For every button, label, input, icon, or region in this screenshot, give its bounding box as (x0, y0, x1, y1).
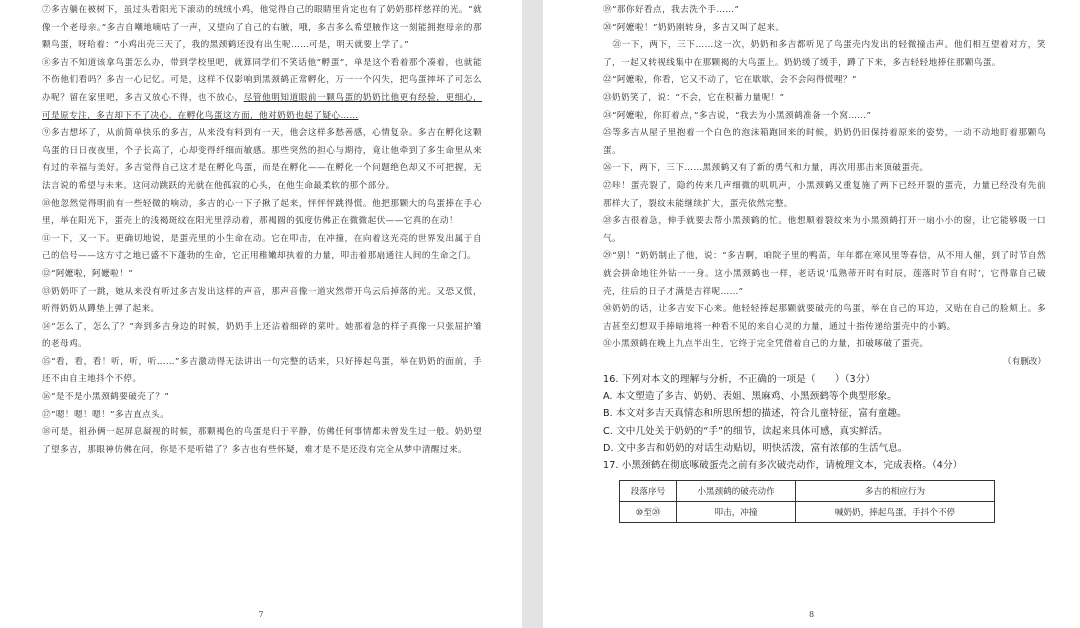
right-page-body (603, 2, 1046, 354)
table-header-action: 小黑颈鹤的破壳动作 (677, 480, 796, 501)
question-16-option-b: B. 本文对多吉天真情态和所思所想的描述，符合儿童特征，富有童趣。 (603, 408, 907, 420)
page-gap (522, 0, 543, 628)
paragraph-text: ⑨多吉想坏了，从前简单快乐的多吉，从来没有料到有一天，他会这样多愁善感，心情复杂。多吉在孵化这颗鸟蛋的日日夜夜里，个子长高了，心却变得纤细而敏感。那些突然的担心与期待，竟让他牵到了多生命里从来有过的幸福与美好。多吉觉得自己这才是在孵化鸟蛋，而是在孵化——在孵化一个问题绝色却又不可把握，无法言说的希望与未来。这问动跳跃的光就在他孤寂的心头，在他生命最柔软的那个部分。 (42, 128, 482, 191)
paragraph (42, 125, 482, 195)
table-cell-action: 叩击，冲撞 (677, 501, 796, 522)
paragraph-text: ⑯“是不是小黑颈鹤要破壳了？” (42, 392, 170, 403)
paragraph-text: ㉓奶奶笑了，说：“不会，它在积蓄力量呢！” (603, 92, 785, 103)
paragraph (603, 108, 1046, 126)
paragraph (42, 389, 482, 407)
question-16-option-c: C. 文中几处关于奶奶的“手”的细节，读起来具体可感，真实鲜活。 (603, 425, 888, 437)
paragraph (603, 336, 1046, 354)
table-row (620, 501, 995, 522)
paragraph-text: ⑳“阿嬷啦！”奶奶刚转身，多吉又叫了起来。 (603, 22, 785, 33)
page-right (543, 0, 1080, 628)
paragraph-text: ⑬奶奶吓了一跳，她从来没有听过多吉发出这样的声音，那声音像一道灾然带开鸟云后掉落的光。又恐又慌，听得奶奶从蹲垫上弹了起来。 (42, 286, 482, 315)
paragraph-text: ⑭“怎么了，怎么了？”奔到多吉身边的时候，奶奶手上还沾着细碎的菜叶。她那着急的样子真像一只张屈护雏的老母鸡。 (42, 321, 482, 350)
question-16-stem: 16. 下列对本文的理解与分析，不正确的一项是（ ）（3分） (603, 373, 876, 385)
page-number-right: 8 (808, 610, 815, 619)
paragraph-text: ㉙“别！”奶奶制止了他，说：“多吉啊，咱院子里的鸭苗，年年都在寒风里等春信，从不用人催，到了时节自然就会拼命地往外钻一一身。这小黑颈鹤也一样，老话说‘瓜熟蒂开时有时辰，莲落时节自有时’，它得靠自己破壳，往后的日子才满是吉祥呢……” (603, 251, 1046, 297)
question-17-stem: 17. 小黑颈鹤在彻底啄破蛋壳之前有多次破壳动作，请梳理文本，完成表格。（4分） (603, 460, 963, 472)
paragraph-text: ⑪一下，又一下。更确切地说，是蛋壳里的小生命在动。它在叩击，在冲撞，在向着这光亮的世界发出属于自己的信号——这方寸之地已盛不下蓬勃的生命，它正用稚嫩却执着的力量，叩击着那扇通往人间的生命之门。 (42, 233, 482, 262)
paragraph (603, 37, 1046, 72)
paragraph-text: ㉑一下，两下，三下……这一次，奶奶和多吉都听见了鸟蛋壳内发出的轻微撞击声。他们相互望着对方，笑了，一起又转视线集中在那颗褐的大鸟蛋上。奶奶缓了缓手，蹲了下来，多吉轻轻地捧住那颗鸟蛋。 (603, 40, 1046, 68)
table-cell-paragraph: ⑩至⑳ (620, 501, 677, 522)
paragraph-text: ⑱可是，祖孙俩一起屏息凝视的时候，那颗褐色的鸟蛋是归于平静，仿佛任何事情都未曾发生过一般。奶奶望了望多吉，那眼神仿佛在问，你是不是听错了？多吉也有些怀疑，难才是不是还没有完全从梦中清醒过来。 (42, 427, 482, 455)
paragraph-text: ㉗咔！蛋壳裂了，隐约传来几声细微的叽叽声，小黑颈鹤又重复施了两下已经开裂的蛋壳，力量已经没有先前那样大了，裂纹未能继续扩大，蛋壳依然完整。 (603, 180, 1046, 209)
paragraph (603, 90, 1046, 108)
answer-table (619, 480, 995, 523)
paragraph (603, 125, 1046, 160)
paragraph-text: ⑦多吉躺在被树下，虽过头看阳光下滚动的绒绒小鸡，他觉得自己的眼睛里肯定也有了奶奶那样慈祥的光。“就像一个老母亲。”多吉自嘲地嘀咕了一声，又望向了自己的右腋，哦，多吉多么希望腋作这一刻能拥抱母亲的那颗鸟蛋，呀哈着：“小鸡出壳三天了，我的黑颈鹤还没有出生呢……可是，明天就要上学了。” (42, 5, 482, 51)
paragraph (603, 20, 1046, 38)
paragraph-text: ㉚奶奶的话，让多吉安下心来。他轻轻捧起那颗就要破壳的鸟蛋，举在自己的耳边，又贴在自己的脸颊上。多吉甚至幻想双手捧暗地将一种看不见的来自心灵的力量，通过十指传递给蛋壳中的小鹤。 (603, 304, 1046, 332)
left-page-body (42, 2, 482, 459)
paragraph (603, 2, 1046, 20)
paragraph (603, 301, 1046, 336)
paragraph-text: ㉔“阿嬷啦，你盯着点，”多吉说，“我去为小黑颈鹤准备一个窝……” (603, 110, 872, 121)
table-cell-behavior: 喊奶奶，捧起鸟蛋，手抖个不停 (796, 501, 995, 522)
paragraph (603, 178, 1046, 213)
paragraph (42, 284, 482, 319)
paragraph (603, 160, 1046, 178)
paragraph-text: ⑲“那你好看点，我去洗个手……” (603, 5, 740, 15)
paragraph (603, 248, 1046, 301)
paragraph-text: ⑧多吉不知道该拿鸟蛋怎么办，带到学校里吧，就算同学们不笑话他“孵蛋”，单是这个看着那个凑着，也就能不伤他们看吗？多吉一心记忆。可是，这样不仅影响到黑颈鹤正常孵化，万一一个闪失，把鸟蛋摔坏了可怎么办呢？留在家里吧，多吉又放心不得，也不放心， (42, 57, 482, 103)
paragraph-text: ㉒“阿嬷啦，你看，它又不动了，它在歇歇，会不会闷得慌哩？” (603, 75, 857, 86)
paragraph-text: ⑮“看，看，看！听，听，听……”多吉激动得无法讲出一句完整的话来，只好捧起鸟蛋，举在奶奶的面前，手还不由自主地抖个不停。 (42, 356, 482, 385)
question-16-option-d: D. 文中多吉和奶奶的对话生动贴切，明快活泼，富有浓郁的生活气息。 (603, 443, 908, 455)
paragraph-text: ㉛小黑颈鹤在晚上九点半出生，它终于完全凭借着自己的力量，扣破啄破了蛋壳。 (603, 339, 929, 350)
answer-table-header (620, 480, 995, 501)
table-header-behavior: 多吉的相应行为 (796, 480, 995, 501)
page-number-left: 7 (258, 610, 264, 619)
paragraph (42, 319, 482, 354)
paragraph-text: ⑰“嗯！嗯！嗯！”多吉直点头。 (42, 409, 170, 420)
paragraph (603, 213, 1046, 248)
paragraph (603, 72, 1046, 90)
paragraph (42, 354, 482, 389)
paragraph (42, 407, 482, 425)
paragraph (42, 424, 482, 459)
question-16-option-a: A. 本文塑造了多吉、奶奶、表姐、黑麻鸡、小黑颈鹤等个典型形象。 (603, 391, 897, 403)
paragraph-text: ⑫“阿嬷啦，阿嬷啦！” (42, 268, 134, 279)
paragraph (42, 2, 482, 55)
paragraph-text: ㉘多吉很着急，伸手就要去帮小黑颈鹤的忙。他想顺着裂纹来为小黑颈鹤打开一扇小小的窗，让它能够吸一口气。 (603, 216, 1046, 244)
source-note: （有删改） (1003, 356, 1046, 367)
paragraph (42, 231, 482, 266)
paragraph-text: ㉖一下，两下，三下……黑颈鹤又有了新的勇气和力量，再次用那击来顶破蛋壳。 (603, 163, 929, 174)
page-left (0, 0, 522, 628)
table-header-paragraph: 段落序号 (620, 480, 677, 501)
paragraph-text: ⑩他忽然觉得明前有一些轻微的响动，多吉的心一下子揪了起来，怦怦怦跳得慌。他把那颗大的鸟蛋捧在手心里，举在阳光下，蛋壳上的浅褐斑纹在阳光里浮动着，那褐圆的弧度仿佛正在微微起伏——它真的在动！ (42, 198, 482, 227)
paragraph (42, 55, 482, 125)
paragraph (42, 196, 482, 231)
underlined-passage: 尽管他明知道眼前一颗鸟蛋的奶奶比他更有经验，更细心，可是原专注，多吉却下不了决心，在孵化鸟蛋这方面，他对奶奶也起了疑心…… (42, 92, 483, 121)
paragraph (42, 266, 482, 284)
paragraph-text: ㉕等多吉从屋子里抱着一个白色的泡沫箱跑回来的时候，奶奶仍旧保持着原来的姿势，一动不动地盯着那颗鸟蛋。 (603, 128, 1046, 156)
